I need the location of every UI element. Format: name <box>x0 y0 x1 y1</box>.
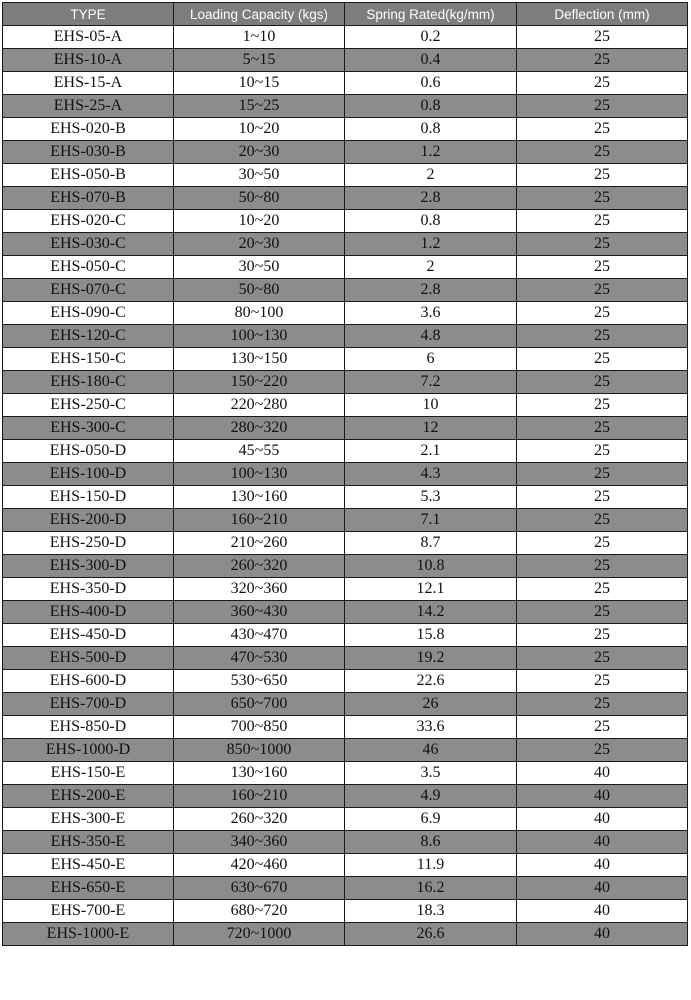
cell-spring-rated: 4.9 <box>345 785 517 808</box>
cell-type: EHS-05-A <box>3 26 174 49</box>
table-row <box>3 601 688 624</box>
header-loading-capacity: Loading Capacity (kgs) <box>174 3 345 26</box>
cell-loading-capacity: 160~210 <box>174 509 345 532</box>
table-row <box>3 394 688 417</box>
table-row <box>3 739 688 762</box>
cell-spring-rated: 19.2 <box>345 647 517 670</box>
cell-loading-capacity: 100~130 <box>174 463 345 486</box>
cell-spring-rated: 6 <box>345 348 517 371</box>
table-row <box>3 762 688 785</box>
cell-type: EHS-250-C <box>3 394 174 417</box>
cell-type: EHS-10-A <box>3 49 174 72</box>
cell-deflection: 25 <box>517 739 688 762</box>
cell-spring-rated: 10 <box>345 394 517 417</box>
cell-loading-capacity: 80~100 <box>174 302 345 325</box>
cell-deflection: 25 <box>517 670 688 693</box>
cell-spring-rated: 1.2 <box>345 233 517 256</box>
cell-loading-capacity: 220~280 <box>174 394 345 417</box>
table-row <box>3 417 688 440</box>
cell-deflection: 40 <box>517 808 688 831</box>
cell-loading-capacity: 50~80 <box>174 187 345 210</box>
cell-deflection: 25 <box>517 532 688 555</box>
table-row <box>3 256 688 279</box>
cell-type: EHS-120-C <box>3 325 174 348</box>
cell-deflection: 40 <box>517 785 688 808</box>
table-row <box>3 348 688 371</box>
table-row <box>3 854 688 877</box>
cell-deflection: 25 <box>517 95 688 118</box>
cell-type: EHS-25-A <box>3 95 174 118</box>
cell-loading-capacity: 530~650 <box>174 670 345 693</box>
cell-spring-rated: 15.8 <box>345 624 517 647</box>
table-row <box>3 440 688 463</box>
cell-deflection: 25 <box>517 693 688 716</box>
cell-spring-rated: 8.7 <box>345 532 517 555</box>
table-row <box>3 670 688 693</box>
cell-type: EHS-300-D <box>3 555 174 578</box>
cell-spring-rated: 1.2 <box>345 141 517 164</box>
cell-type: EHS-180-C <box>3 371 174 394</box>
cell-type: EHS-150-E <box>3 762 174 785</box>
cell-type: EHS-070-C <box>3 279 174 302</box>
cell-spring-rated: 7.1 <box>345 509 517 532</box>
cell-spring-rated: 46 <box>345 739 517 762</box>
cell-deflection: 25 <box>517 716 688 739</box>
spec-table <box>2 2 688 946</box>
cell-deflection: 25 <box>517 417 688 440</box>
cell-spring-rated: 26 <box>345 693 517 716</box>
cell-spring-rated: 2.1 <box>345 440 517 463</box>
cell-deflection: 25 <box>517 72 688 95</box>
cell-loading-capacity: 280~320 <box>174 417 345 440</box>
cell-deflection: 25 <box>517 371 688 394</box>
cell-loading-capacity: 15~25 <box>174 95 345 118</box>
cell-deflection: 25 <box>517 141 688 164</box>
cell-type: EHS-700-E <box>3 900 174 923</box>
cell-loading-capacity: 150~220 <box>174 371 345 394</box>
cell-loading-capacity: 320~360 <box>174 578 345 601</box>
cell-type: EHS-020-C <box>3 210 174 233</box>
cell-type: EHS-070-B <box>3 187 174 210</box>
table-row <box>3 923 688 946</box>
cell-loading-capacity: 130~150 <box>174 348 345 371</box>
table-row <box>3 371 688 394</box>
cell-loading-capacity: 45~55 <box>174 440 345 463</box>
cell-deflection: 25 <box>517 279 688 302</box>
cell-type: EHS-100-D <box>3 463 174 486</box>
cell-spring-rated: 0.4 <box>345 49 517 72</box>
cell-type: EHS-400-D <box>3 601 174 624</box>
cell-loading-capacity: 260~320 <box>174 808 345 831</box>
cell-deflection: 25 <box>517 394 688 417</box>
cell-deflection: 25 <box>517 256 688 279</box>
cell-spring-rated: 3.5 <box>345 762 517 785</box>
cell-type: EHS-350-E <box>3 831 174 854</box>
cell-type: EHS-020-B <box>3 118 174 141</box>
cell-loading-capacity: 470~530 <box>174 647 345 670</box>
cell-loading-capacity: 340~360 <box>174 831 345 854</box>
cell-loading-capacity: 130~160 <box>174 486 345 509</box>
cell-loading-capacity: 130~160 <box>174 762 345 785</box>
table-row <box>3 647 688 670</box>
cell-type: EHS-450-E <box>3 854 174 877</box>
cell-deflection: 25 <box>517 233 688 256</box>
cell-type: EHS-150-C <box>3 348 174 371</box>
cell-loading-capacity: 10~15 <box>174 72 345 95</box>
cell-type: EHS-500-D <box>3 647 174 670</box>
cell-deflection: 25 <box>517 325 688 348</box>
table-row <box>3 26 688 49</box>
cell-loading-capacity: 680~720 <box>174 900 345 923</box>
cell-spring-rated: 2 <box>345 164 517 187</box>
table-row <box>3 486 688 509</box>
table-row <box>3 555 688 578</box>
cell-loading-capacity: 100~130 <box>174 325 345 348</box>
table-row <box>3 49 688 72</box>
cell-deflection: 40 <box>517 900 688 923</box>
cell-type: EHS-050-B <box>3 164 174 187</box>
cell-spring-rated: 2.8 <box>345 187 517 210</box>
table-row <box>3 624 688 647</box>
cell-loading-capacity: 360~430 <box>174 601 345 624</box>
cell-loading-capacity: 630~670 <box>174 877 345 900</box>
cell-loading-capacity: 50~80 <box>174 279 345 302</box>
cell-loading-capacity: 10~20 <box>174 118 345 141</box>
cell-type: EHS-200-E <box>3 785 174 808</box>
cell-spring-rated: 3.6 <box>345 302 517 325</box>
cell-deflection: 40 <box>517 831 688 854</box>
cell-loading-capacity: 10~20 <box>174 210 345 233</box>
cell-loading-capacity: 210~260 <box>174 532 345 555</box>
cell-spring-rated: 33.6 <box>345 716 517 739</box>
cell-spring-rated: 0.6 <box>345 72 517 95</box>
table-row <box>3 187 688 210</box>
cell-loading-capacity: 260~320 <box>174 555 345 578</box>
table-row <box>3 900 688 923</box>
cell-spring-rated: 18.3 <box>345 900 517 923</box>
cell-deflection: 25 <box>517 187 688 210</box>
table-row <box>3 210 688 233</box>
table-body <box>3 26 688 946</box>
cell-deflection: 25 <box>517 440 688 463</box>
table-row <box>3 279 688 302</box>
header-deflection: Deflection (mm) <box>517 3 688 26</box>
cell-deflection: 40 <box>517 762 688 785</box>
table-row <box>3 325 688 348</box>
cell-loading-capacity: 650~700 <box>174 693 345 716</box>
cell-type: EHS-350-D <box>3 578 174 601</box>
cell-type: EHS-600-D <box>3 670 174 693</box>
cell-deflection: 25 <box>517 555 688 578</box>
cell-loading-capacity: 20~30 <box>174 233 345 256</box>
cell-deflection: 25 <box>517 601 688 624</box>
table-row <box>3 463 688 486</box>
cell-deflection: 25 <box>517 624 688 647</box>
cell-deflection: 25 <box>517 578 688 601</box>
cell-spring-rated: 12.1 <box>345 578 517 601</box>
cell-type: EHS-300-E <box>3 808 174 831</box>
cell-loading-capacity: 1~10 <box>174 26 345 49</box>
cell-spring-rated: 2.8 <box>345 279 517 302</box>
cell-spring-rated: 4.8 <box>345 325 517 348</box>
cell-type: EHS-450-D <box>3 624 174 647</box>
cell-type: EHS-700-D <box>3 693 174 716</box>
table-row <box>3 578 688 601</box>
cell-type: EHS-300-C <box>3 417 174 440</box>
cell-type: EHS-090-C <box>3 302 174 325</box>
cell-type: EHS-250-D <box>3 532 174 555</box>
cell-type: EHS-050-C <box>3 256 174 279</box>
table-row <box>3 141 688 164</box>
cell-loading-capacity: 160~210 <box>174 785 345 808</box>
cell-deflection: 40 <box>517 923 688 946</box>
cell-spring-rated: 7.2 <box>345 371 517 394</box>
cell-type: EHS-650-E <box>3 877 174 900</box>
table-row <box>3 164 688 187</box>
cell-loading-capacity: 30~50 <box>174 256 345 279</box>
table-row <box>3 877 688 900</box>
cell-loading-capacity: 720~1000 <box>174 923 345 946</box>
header-spring-rated: Spring Rated(kg/mm) <box>345 3 517 26</box>
header-type: TYPE <box>3 3 174 26</box>
table-row <box>3 831 688 854</box>
cell-spring-rated: 14.2 <box>345 601 517 624</box>
cell-deflection: 25 <box>517 164 688 187</box>
cell-type: EHS-030-C <box>3 233 174 256</box>
cell-deflection: 25 <box>517 302 688 325</box>
cell-deflection: 25 <box>517 486 688 509</box>
cell-type: EHS-1000-E <box>3 923 174 946</box>
cell-spring-rated: 0.8 <box>345 95 517 118</box>
cell-spring-rated: 8.6 <box>345 831 517 854</box>
cell-type: EHS-850-D <box>3 716 174 739</box>
cell-loading-capacity: 430~470 <box>174 624 345 647</box>
cell-loading-capacity: 700~850 <box>174 716 345 739</box>
cell-deflection: 25 <box>517 210 688 233</box>
cell-type: EHS-050-D <box>3 440 174 463</box>
cell-spring-rated: 26.6 <box>345 923 517 946</box>
cell-spring-rated: 0.2 <box>345 26 517 49</box>
cell-type: EHS-150-D <box>3 486 174 509</box>
cell-spring-rated: 10.8 <box>345 555 517 578</box>
header-row <box>3 3 688 26</box>
cell-spring-rated: 22.6 <box>345 670 517 693</box>
cell-type: EHS-030-B <box>3 141 174 164</box>
table-row <box>3 716 688 739</box>
table-row <box>3 233 688 256</box>
cell-loading-capacity: 850~1000 <box>174 739 345 762</box>
cell-spring-rated: 0.8 <box>345 210 517 233</box>
cell-deflection: 25 <box>517 26 688 49</box>
table-row <box>3 72 688 95</box>
table-row <box>3 808 688 831</box>
cell-type: EHS-200-D <box>3 509 174 532</box>
table-row <box>3 302 688 325</box>
cell-spring-rated: 16.2 <box>345 877 517 900</box>
table-row <box>3 95 688 118</box>
cell-deflection: 25 <box>517 118 688 141</box>
cell-loading-capacity: 20~30 <box>174 141 345 164</box>
cell-spring-rated: 5.3 <box>345 486 517 509</box>
cell-spring-rated: 4.3 <box>345 463 517 486</box>
cell-spring-rated: 0.8 <box>345 118 517 141</box>
table-header <box>3 3 688 26</box>
table-row <box>3 532 688 555</box>
cell-type: EHS-1000-D <box>3 739 174 762</box>
cell-spring-rated: 12 <box>345 417 517 440</box>
cell-loading-capacity: 30~50 <box>174 164 345 187</box>
cell-deflection: 40 <box>517 877 688 900</box>
cell-spring-rated: 11.9 <box>345 854 517 877</box>
cell-deflection: 25 <box>517 49 688 72</box>
cell-type: EHS-15-A <box>3 72 174 95</box>
cell-deflection: 25 <box>517 348 688 371</box>
cell-spring-rated: 2 <box>345 256 517 279</box>
cell-deflection: 40 <box>517 854 688 877</box>
table-row <box>3 693 688 716</box>
cell-spring-rated: 6.9 <box>345 808 517 831</box>
cell-loading-capacity: 5~15 <box>174 49 345 72</box>
cell-deflection: 25 <box>517 509 688 532</box>
cell-deflection: 25 <box>517 647 688 670</box>
table-row <box>3 509 688 532</box>
cell-deflection: 25 <box>517 463 688 486</box>
cell-loading-capacity: 420~460 <box>174 854 345 877</box>
table-row <box>3 118 688 141</box>
table-row <box>3 785 688 808</box>
